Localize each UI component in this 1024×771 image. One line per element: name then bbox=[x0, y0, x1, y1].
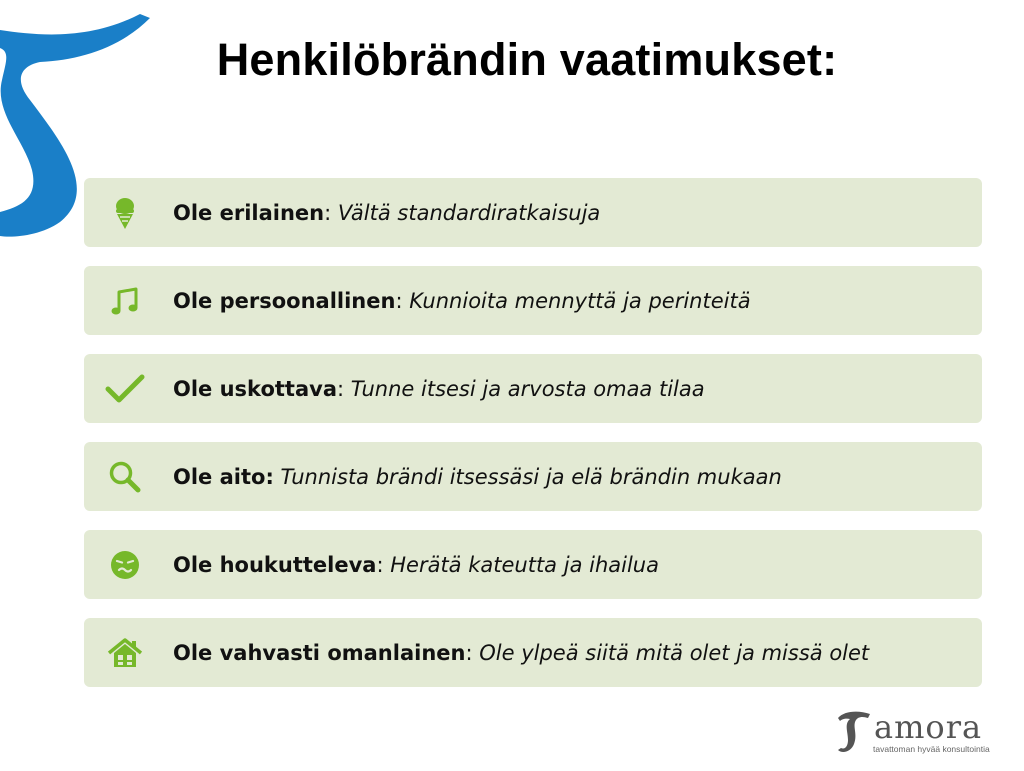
item-separator: : bbox=[395, 288, 410, 313]
list-item bbox=[84, 618, 982, 687]
item-text bbox=[173, 553, 659, 577]
house-icon bbox=[104, 632, 146, 674]
item-description: Ole ylpeä siitä mitä olet ja missä olet bbox=[479, 640, 870, 665]
list-item bbox=[84, 354, 982, 423]
company-logo bbox=[834, 706, 990, 762]
item-separator: : bbox=[337, 376, 351, 401]
list-item bbox=[84, 178, 982, 247]
logo-name: amora bbox=[874, 708, 983, 746]
face-icon bbox=[104, 544, 146, 586]
item-text bbox=[173, 201, 600, 225]
music-note-icon bbox=[104, 280, 146, 322]
list-item bbox=[84, 530, 982, 599]
item-separator: : bbox=[376, 552, 391, 577]
list-item bbox=[84, 266, 982, 335]
item-separator: : bbox=[324, 200, 338, 225]
item-label: Ole vahvasti omanlainen bbox=[173, 640, 466, 665]
item-label: Ole persoonallinen bbox=[173, 288, 396, 313]
magnifier-icon bbox=[104, 456, 146, 498]
checkmark-icon bbox=[104, 368, 146, 410]
item-description: Vältä standardiratkaisuja bbox=[337, 200, 601, 225]
slide-title: Henkilöbrändin vaatimukset: bbox=[216, 34, 838, 85]
item-label: Ole erilainen bbox=[173, 200, 325, 225]
item-text bbox=[173, 641, 869, 665]
logo-tagline: tavattoman hyvää konsultointia bbox=[873, 744, 990, 754]
item-text bbox=[173, 465, 782, 489]
logo-mark-icon bbox=[834, 708, 874, 756]
item-separator: : bbox=[465, 640, 480, 665]
requirements-list bbox=[84, 178, 982, 687]
item-description: Tunne itsesi ja arvosta omaa tilaa bbox=[350, 376, 705, 401]
item-text bbox=[173, 377, 705, 401]
item-description: Kunnioita mennyttä ja perinteitä bbox=[409, 288, 751, 313]
item-text bbox=[173, 289, 751, 313]
item-label: Ole aito: bbox=[173, 464, 274, 489]
item-separator bbox=[274, 465, 281, 489]
item-description: Herätä kateutta ja ihailua bbox=[390, 552, 659, 577]
item-label: Ole houkutteleva bbox=[173, 552, 377, 577]
item-description: Tunnista brändi itsessäsi ja elä brändin mukaan bbox=[280, 464, 782, 489]
item-label: Ole uskottava bbox=[173, 376, 337, 401]
list-item bbox=[84, 442, 982, 511]
ice-cream-icon bbox=[104, 192, 146, 234]
